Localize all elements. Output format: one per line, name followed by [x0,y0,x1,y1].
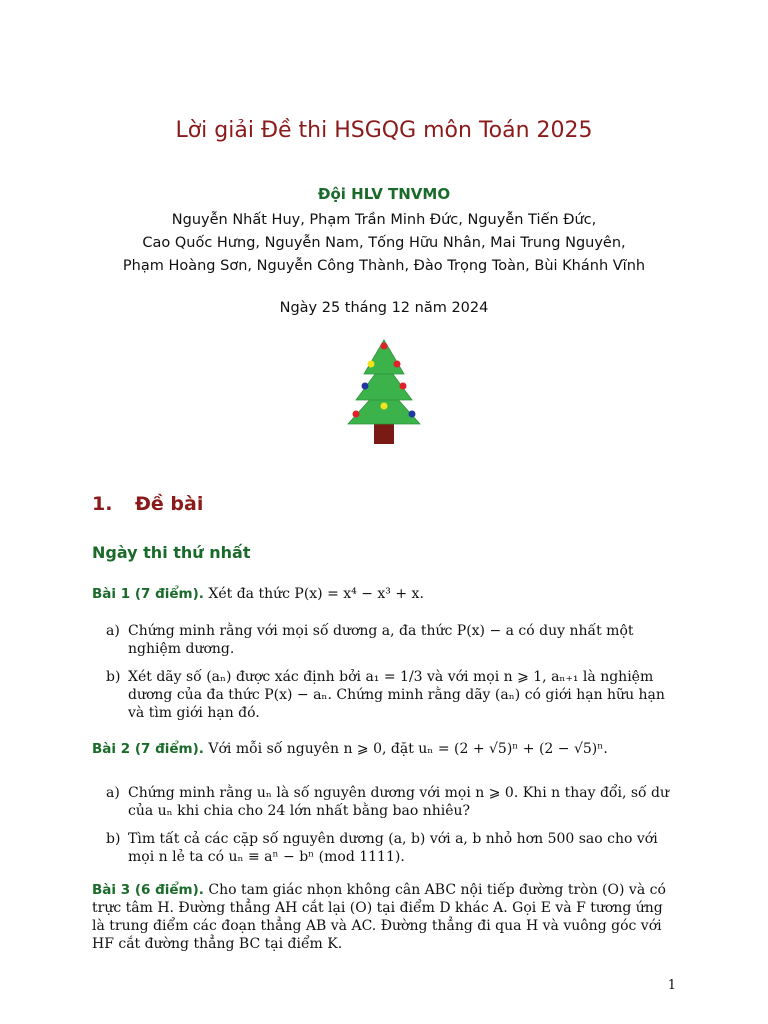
problem-part-text: Tìm tất cả các cặp số nguyên dương (a, b) với a, b nhỏ hơn 500 sao cho với mọi n lẻ ta có uₙ ≡ aⁿ − bⁿ (mod 1111). [128,831,658,865]
problem-1 [92,585,678,603]
problem-label: Bài 2 (7 điểm). [92,741,204,757]
problem-statement: Với mỗi số nguyên n ⩾ 0, đặt uₙ = (2 + √5)ⁿ + (2 − √5)ⁿ. [208,741,608,757]
author-line: Phạm Hoàng Sơn, Nguyễn Công Thành, Đào Trọng Toàn, Bùi Khánh Vĩnh [122,258,646,274]
problem-1-part-b [106,668,678,722]
ornament [362,383,369,390]
day-heading: Ngày thi thứ nhất [92,543,251,562]
ornament [394,361,401,368]
ornament [400,383,407,390]
ornament [353,411,360,418]
problem-part-text: Chứng minh rằng uₙ là số nguyên dương với mọi n ⩾ 0. Khi n thay đổi, số dư của uₙ khi chia cho 24 lớn nhất bằng bao nhiêu? [128,785,670,819]
page-number: 1 [667,978,676,993]
christmas-tree-icon [344,338,424,444]
ornament [368,361,375,368]
author-list [0,209,768,278]
list-marker: a) [106,623,120,639]
team-name: Đội HLV TNVMO [317,185,451,203]
problem-statement: Cho tam giác nhọn không cân ABC nội tiếp đường tròn (O) và có trực tâm H. Đường thẳng AH cắt lại (O) tại điểm D khác A. Gọi E và F tương ứng là trung điểm các đoạn thẳng AB và AC. Đường thẳng đi qua H và vuông góc với HF cắt đường thẳng BC tại điểm K. [92,882,666,952]
problem-2-part-b [106,830,678,866]
list-marker: b) [106,831,121,847]
problem-2 [92,740,678,758]
ornament [409,411,416,418]
author-line: Cao Quốc Hưng, Nguyễn Nam, Tống Hữu Nhân, Mai Trung Nguyên, [142,235,626,251]
tree-trunk [374,424,394,444]
document-title: Lời giải Đề thi HSGQG môn Toán 2025 [175,118,593,143]
author-line: Nguyễn Nhất Huy, Phạm Trần Minh Đức, Nguyễn Tiến Đức, [171,212,597,228]
ornament [381,403,388,410]
problem-3 [92,881,678,953]
section-number: 1. [92,493,113,515]
problem-2-part-a [106,784,678,820]
problem-statement: Xét đa thức P(x) = x⁴ − x³ + x. [208,586,424,602]
problem-part-text: Xét dãy số (aₙ) được xác định bởi a₁ = 1/3 và với mọi n ⩾ 1, aₙ₊₁ là nghiệm dương của đa thức P(x) − aₙ. Chứng minh rằng dãy (aₙ) có giới hạn hữu hạn và tìm giới hạn đó. [128,669,665,721]
list-marker: a) [106,785,120,801]
section-heading [92,493,203,515]
document-date: Ngày 25 tháng 12 năm 2024 [279,300,489,316]
problem-label: Bài 1 (7 điểm). [92,586,204,602]
ornament [381,343,388,350]
problem-1-part-a [106,622,678,658]
problem-part-text: Chứng minh rằng với mọi số dương a, đa thức P(x) − a có duy nhất một nghiệm dương. [128,623,634,657]
problem-label: Bài 3 (6 điểm). [92,882,204,898]
section-title: Đề bài [135,493,204,515]
list-marker: b) [106,669,121,685]
